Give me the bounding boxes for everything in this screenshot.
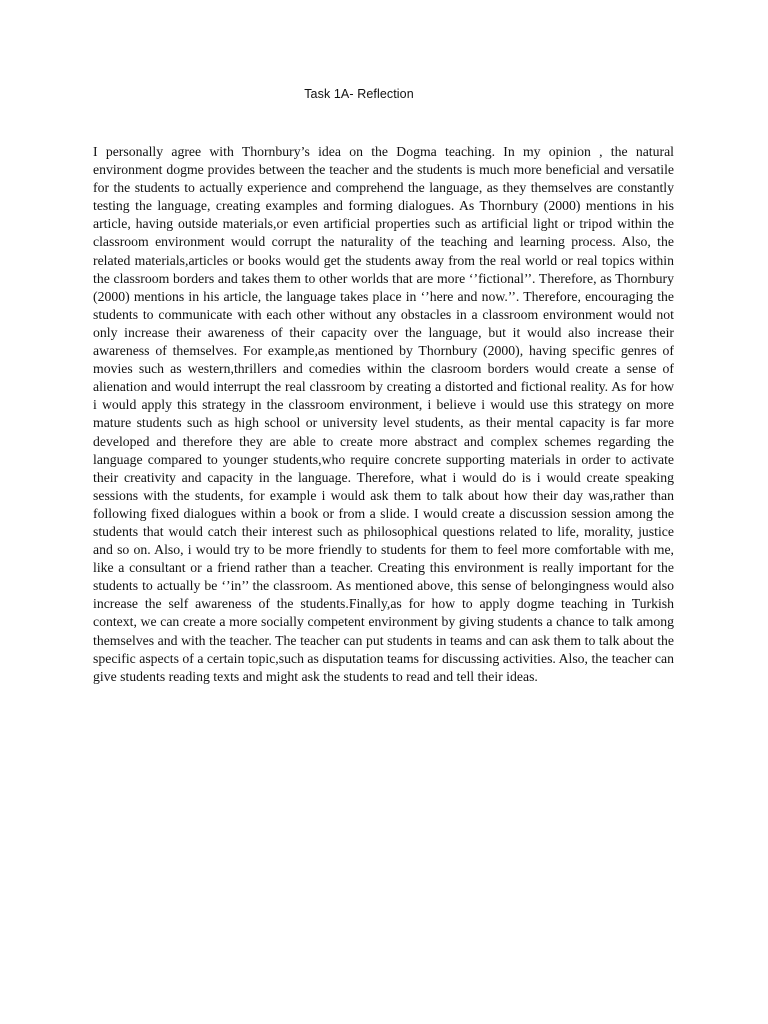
document-title: Task 1A- Reflection	[304, 87, 414, 101]
reflection-paragraph: I personally agree with Thornbury’s idea on the Dogma teaching. In my opinion , the natural environment dogme provides between the teacher and the students is much more beneficial and versatile for the students to actually experience and comprehend the language, as they themselves are constantly testing the language, creating examples and forming dialogues. As Thornbury (2000) mentions in his article, having outside materials,or even artificial properties such as artificial light or tripod within the classroom environment would corrupt the naturality of the teaching and learning process. Also, the related materials,articles or books would get the students away from the real world or real topics within the classroom borders and takes them to other worlds that are more ‘’fictional’’. Therefore, as Thornbury (2000) mentions in his article, the language takes place in ‘’here and now.’’. Therefore, encouraging the students to communicate with each other without any obstacles in a classroom environment would not only increase their awareness of their capacity over the language, but it would also increase their awareness of themselves. For example,as mentioned by Thornbury (2000), having specific genres of movies such as western,thrillers and comedies within the clasroom borders would create a sense of alienation and would interrupt the real classroom by creating a distorted and fictional reality. As for how i would apply this strategy in the classroom environment, i believe i would use this strategy on more mature students such as high school or university level students, as their mental capacity is far more developed and therefore they are able to create more abstract and complex schemes regarding the language compared to younger students,who require concrete supporting materials in order to activate their creativity and capacity in the language. Therefore, what i would do is i would create speaking sessions with the students, for example i would ask them to talk about how their day was,rather than following fixed dialogues within a book or from a slide. I would create a discussion session among the students that would catch their interest such as philosophical questions related to life, morality, justice and so on. Also, i would try to be more friendly to students for them to feel more comfortable with me, like a consultant or a friend rather than a teacher. Creating this environment is really important for the students to actually be ‘’in’’ the classroom. As mentioned above, this sense of belongingness would also increase the self awareness of the students.Finally,as for how to apply dogme teaching in Turkish context, we can create a more socially competent environment by giving students a chance to talk among themselves and with the teacher. The teacher can put students in teams and can ask them to talk about the specific aspects of a certain topic,such as disputation teams for discussing activities. Also, the teacher can give students reading texts and might ask the students to read and tell their ideas.	[93, 144, 674, 684]
